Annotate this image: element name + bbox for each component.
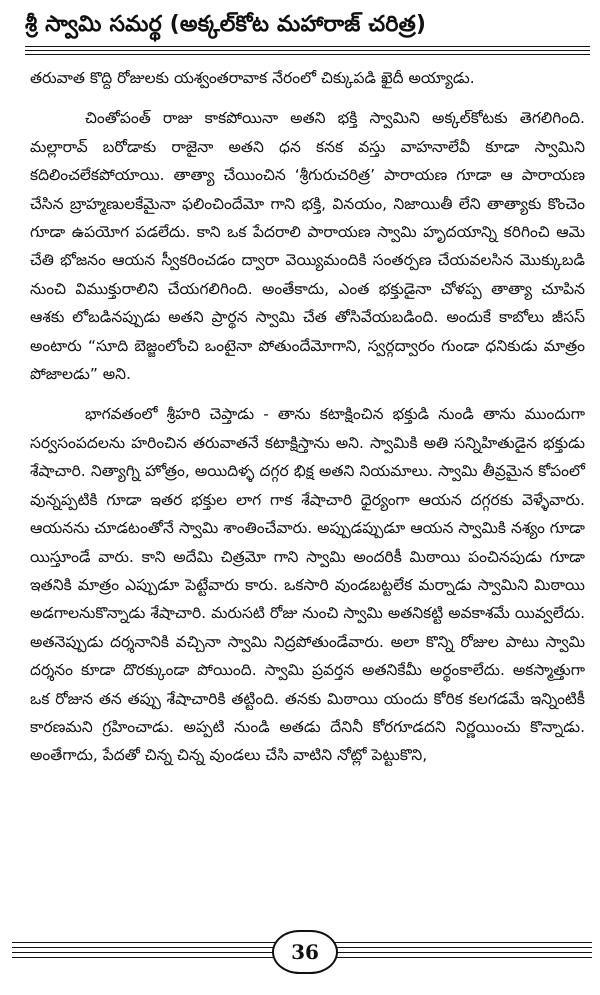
header-rule: [25, 54, 590, 55]
paragraph: తరువాత కొద్ది రోజులకు యశ్వంతరావాక నేరంలో చిక్కుపడి ఖైదీ అయ్యాడు.: [30, 69, 475, 87]
page-footer: [12, 930, 592, 986]
page-number-badge: [272, 930, 338, 974]
paragraph: చింతోపంత్ రాజు కాకపోయినా అతని భక్తి స్వామిని అక్కల్‌కోటకు తెగలిగింది. మల్లారావ్ బరోడాకు రాజైనా అతని ధన కనక వస్తు వాహనాలేవీ కూడా స్వామిని కదిలించలేకపోయాయి. తాత్యా చేయించిన ‘శ్రీగురుచరిత్ర’ పారాయణ గూడా ఆ పారాయణ చేసిన బ్రాహ్మణులకేమైనా ఫలించిందేమో గాని భక్తి, వినయం, నిజాయితీ లేని తాత్యాకు కొంచెం గూడా ఉపయోగ పడలేదు. కాని ఒక పేదరాలి పారాయణ స్వామి హృదయాన్ని కరిగించి ఆమె చేతి భోజనం ఆయన స్వీకరించడం ద్వారా వెయ్యిమందికి సంతర్పణ చేయవలసిన మొక్కుబడి నుంచి విముక్తురాలిని చేయగలిగింది. అంతేకాదు, ఎంత భక్తుడైనా చోళప్ప తాత్యా చూపిన ఆశకు లోబడినప్పుడు అతని ప్రార్థన స్వామి చేత తోసివేయబడింది. అందుకే కాబోలు జీసస్ అంటారు “సూది బెజ్జంలోంచి ఒంటైనా పోతుందేమోగాని, స్వర్గద్వారం గుండా ధనికుడు మాత్రం పోజాలడు” అని.: [30, 109, 585, 384]
header-rule: [25, 50, 590, 51]
header-rule: [25, 46, 590, 47]
paragraph: భాగవతంలో శ్రీహరి చెప్తాడు - తాను కటాక్షించిన భక్తుడి నుండి తాను ముందుగా సర్వసంపదలను హరించిన తరువాతనే కటాక్షిస్తాను అని. స్వామికి అతి సన్నిహితుడైన భక్తుడు శేషాచారి. నిత్యాగ్ని హోత్రం, అయిదిళ్ళ దగ్గర భిక్ష అతని నియమాలు. స్వామి తీవ్రమైన కోపంలో వున్నప్పటికి గూడా ఇతర భక్తుల లాగ గాక శేషాచారి ధైర్యంగా ఆయన దగ్గరకు వెళ్ళేవారు. ఆయనను చూడటంతోనే స్వామి శాంతించేవారు. అప్పుడప్పుడూ ఆయన స్వామికి నశ్యం గూడా యిస్తూండే వారు. కాని అదేమి చిత్రమో గాని స్వామి అందరికీ మిఠాయి పంచినపుడు గూడా ఇతనికి మాత్రం ఎప్పుడూ పెట్టేవారు కారు. ఒకసారి వుండబట్టలేక మర్నాడు స్వామిని మిఠాయి అడగాలనుకొన్నాడు శేషాచారి. మరుసటి రోజు నుంచి స్వామి అతనికట్టి అవకాశమే యివ్వలేదు. అతనెప్పుడు దర్శనానికి వచ్చినా స్వామి నిద్రపోతుండేవారు. అలా కొన్ని రోజుల పాటు స్వామి దర్శనం కూడా దొరక్కుండా పోయింది. స్వామి ప్రవర్తన అతనికేమీ అర్థంకాలేదు. అకస్మాత్తుగా ఒక రోజున తన తప్పు శేషాచారికి తట్టింది. తనకు మిఠాయి యందు కోరిక కలగడమే ఇన్నింటికీ కారణమని గ్రహించాడు. అప్పటి నుండి అతడు దేనినీ కోరగూడదని నిర్ణయించు కొన్నాడు. అంతేగాదు, పేదతో చిన్న చిన్న వుండలు చేసి వాటిని నోట్లో పెట్టుకొని,: [30, 405, 585, 765]
page-body: [30, 64, 585, 782]
header-title: శ్రీ స్వామి సమర్థ (అక్కల్‌కోట మహారాజ్ చరిత్ర): [25, 12, 427, 37]
running-header: [25, 8, 590, 52]
page-number: 36: [291, 940, 319, 964]
